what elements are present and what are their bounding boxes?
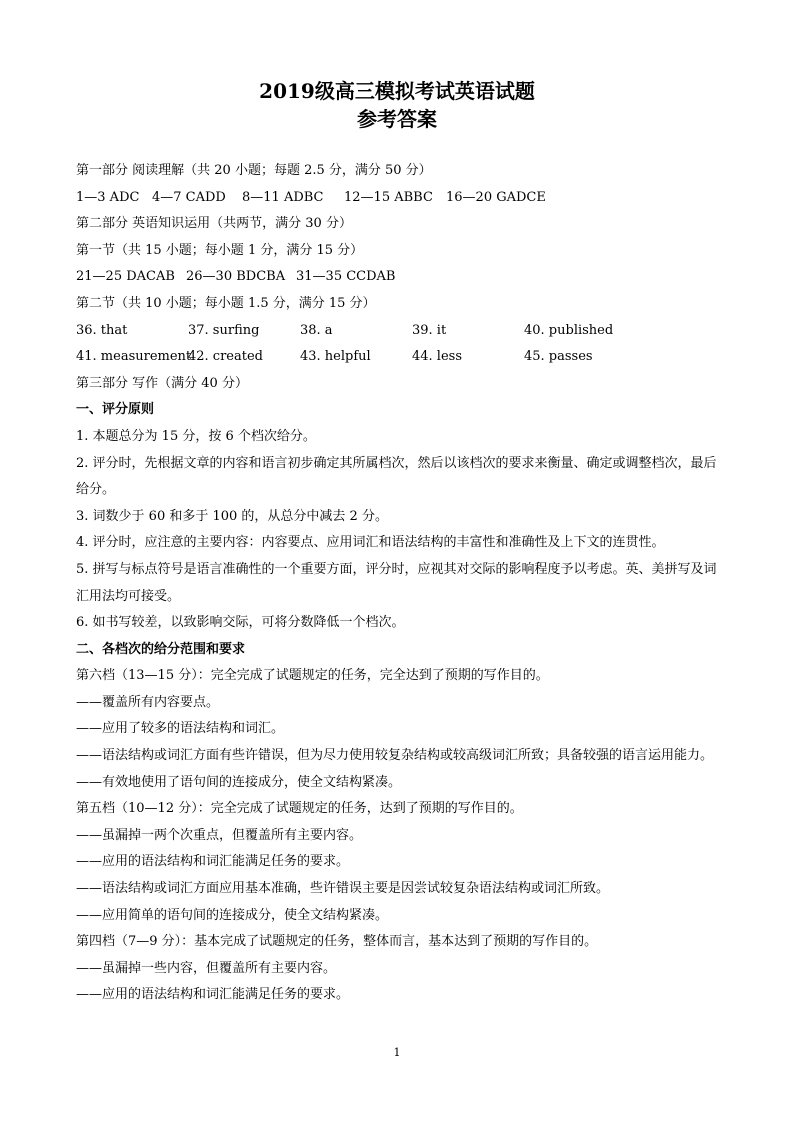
principles-heading: 一、评分原则 (76, 402, 155, 418)
answer-group: 4—7 CADD (152, 189, 226, 205)
level-item: ——语法结构或词汇方面有些许错误，但为尽力使用较复杂结构或较高级词汇所致；具备较强的语言运用能力。 (76, 748, 714, 764)
answer-item: 37. surfing (188, 322, 260, 338)
part2-section2-heading: 第二节（共 10 小题；每小题 1.5 分，满分 15 分） (76, 295, 376, 311)
level-item: ——语法结构或词汇方面应用基本准确，些许错误主要是因尝试较复杂语法结构或词汇所致。 (76, 881, 610, 897)
part2-section2-row2 (76, 344, 721, 371)
part2-section1-heading: 第一节（共 15 小题；每小题 1 分，满分 15 分） (76, 242, 364, 258)
page-number: 1 (393, 1046, 401, 1059)
answer-item: 41. measurement (76, 349, 192, 365)
levels-heading: 二、各档次的给分范围和要求 (76, 641, 246, 657)
level-item: ——应用的语法结构和词汇能满足任务的要求。 (76, 854, 350, 870)
part3-heading: 第三部分 写作（满分 40 分） (76, 375, 248, 391)
level-item: ——应用的语法结构和词汇能满足任务的要求。 (76, 987, 350, 1003)
document-title: 2019级高三模拟考试英语试题 (259, 79, 535, 103)
principle-item: 2. 评分时，先根据文章的内容和语言初步确定其所属档次，然后以该档次的要求来衡量、确定或调整档次，最后给分。 (76, 455, 717, 498)
document-subtitle: 参考答案 (357, 107, 437, 131)
level-item: ——覆盖所有内容要点。 (76, 694, 220, 710)
answer-item: 42. created (188, 349, 263, 365)
part2-section1-answers (76, 264, 721, 291)
answer-item: 43. helpful (300, 349, 371, 365)
level-item: ——有效地使用了语句间的连接成分，使全文结构紧凑。 (76, 774, 402, 790)
answer-item: 40. published (524, 322, 614, 338)
level-item: ——虽漏掉一些内容，但覆盖所有主要内容。 (76, 960, 337, 976)
part1-answers (76, 185, 721, 212)
principle-item: 1. 本题总分为 15 分，按 6 个档次给分。 (76, 428, 316, 444)
level-item: ——应用了较多的语法结构和词汇。 (76, 721, 285, 737)
answer-group: 12—15 ABBC (344, 189, 433, 205)
level5-heading: 第五档（10—12 分）：完全完成了试题规定的任务，达到了预期的写作目的。 (76, 801, 523, 817)
answer-group: 8—11 ADBC (242, 189, 324, 205)
answer-item: 44. less (412, 349, 463, 365)
answer-body (76, 158, 721, 1009)
answer-group: 21—25 DACAB (76, 269, 175, 285)
answer-item: 45. passes (524, 349, 593, 365)
part1-heading: 第一部分 阅读理解（共 20 小题；每题 2.5 分，满分 50 分） (76, 163, 432, 178)
answer-item: 36. that (76, 322, 128, 338)
principle-item: 5. 拼写与标点符号是语言准确性的一个重要方面，评分时，应视其对交际的影响程度予以考虑。英、美拼写及词汇用法均可接受。 (76, 561, 717, 604)
answer-group: 26—30 BDCBA (186, 269, 286, 285)
answer-group: 31—35 CCDAB (296, 269, 396, 285)
level-item: ——虽漏掉一两个次重点，但覆盖所有主要内容。 (76, 827, 363, 843)
answer-group: 16—20 GADCE (446, 189, 546, 205)
level4-heading: 第四档（7—9 分）：基本完成了试题规定的任务，整体而言，基本达到了预期的写作目的。 (76, 934, 598, 950)
level-item: ——应用简单的语句间的连接成分，使全文结构紧凑。 (76, 907, 389, 923)
part2-heading: 第二部分 英语知识运用（共两节，满分 30 分） (76, 216, 352, 232)
answer-item: 39. it (412, 322, 447, 338)
level6-heading: 第六档（13—15 分）：完全完成了试题规定的任务，完全达到了预期的写作目的。 (76, 668, 549, 684)
principle-item: 4. 评分时，应注意的主要内容：内容要点、应用词汇和语法结构的丰富性和准确性及上下文的连贯性。 (76, 535, 665, 551)
principle-item: 3. 词数少于 60 和多于 100 的，从总分中减去 2 分。 (76, 508, 388, 524)
answer-group: 1—3 ADC (76, 189, 140, 205)
part2-section2-row1 (76, 318, 721, 345)
answer-item: 38. a (300, 322, 333, 338)
principle-item: 6. 如书写较差，以致影响交际，可将分数降低一个档次。 (76, 615, 405, 631)
